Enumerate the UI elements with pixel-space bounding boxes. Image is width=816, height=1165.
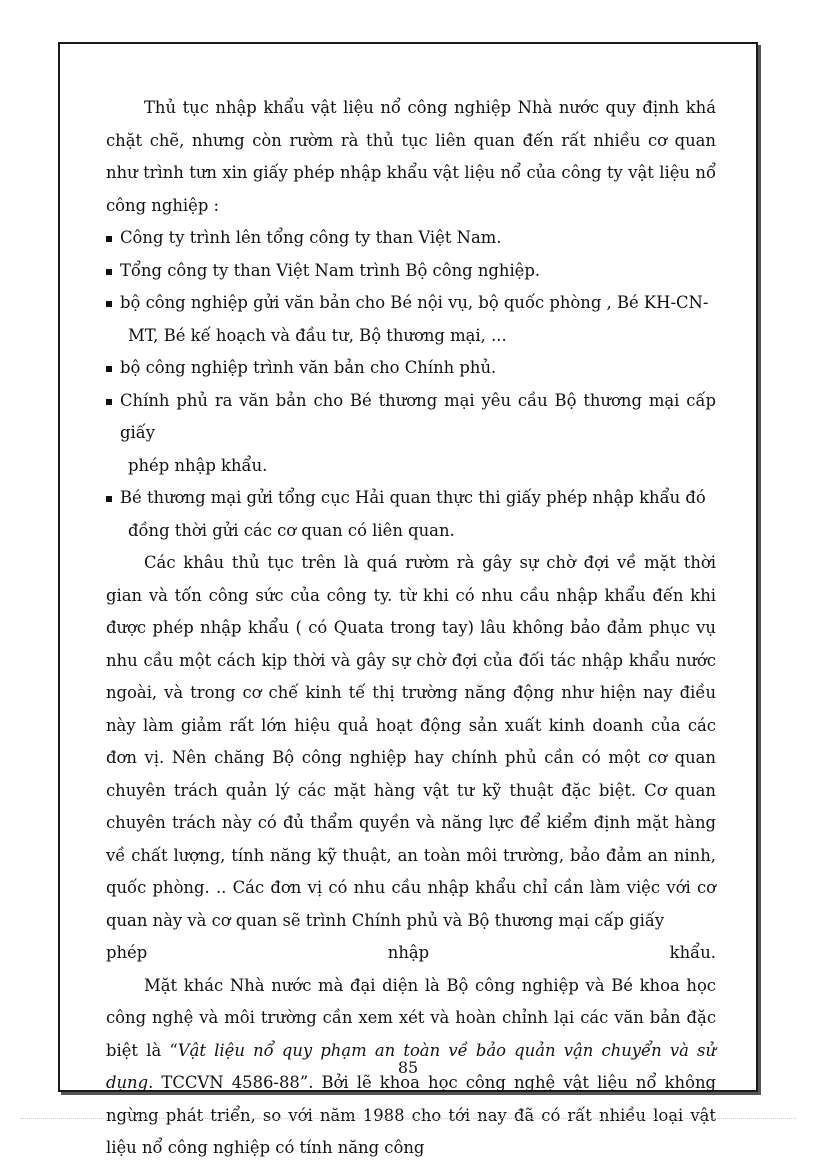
list-item: bộ công nghiệp trình văn bản cho Chính phủ. [106, 352, 716, 385]
list-item: Bé thương mại gửi tổng cục Hải quan thực thi giấy phép nhập khẩu đó đồng thời gửi các cơ quan có liên quan. [106, 482, 716, 547]
square-bullet-icon [106, 301, 112, 307]
square-bullet-icon [106, 399, 112, 405]
paragraph-procedure-critique: Các khâu thủ tục trên là quá rườm rà gây sự chờ đợi về mặt thời gian và tốn công sức của công ty. từ khi có nhu cầu nhập khẩu đến khi được phép nhập khẩu ( có Quata trong tay) lâu không bảo đảm phục vụ nhu cầu một cách kịp thời và gây sự chờ đợi của đối tác nhập khẩu nước ngoài, và trong cơ chế kinh tế thị trường năng động như hiện nay điều này làm giảm rất lớn hiệu quả hoạt động sản xuất kinh doanh của các đơn vị. Nên chăng Bộ công nghiệp hay chính phủ cần có một cơ quan chuyên trách quản lý các mặt hàng vật tư kỹ thuật đặc biệt. Cơ quan chuyên trách này có đủ thẩm quyền và năng lực để kiểm định mặt hàng về chất lượng, tính năng kỹ thuật, an toàn môi trường, bảo đảm an ninh, quốc phòng. .. Các đơn vị có nhu cầu nhập khẩu chỉ cần làm việc với cơ quan này và cơ quan sẽ trình Chính phủ và Bộ thương mại cấp giấy [106, 553, 716, 930]
list-item: Chính phủ ra văn bản cho Bé thương mại yêu cầu Bộ thương mại cấp giấy phép nhập khẩu. [106, 385, 716, 483]
page-number: 85 [397, 1058, 419, 1077]
square-bullet-icon [106, 366, 112, 372]
paragraph-standards-review: Mặt khác Nhà nước mà đại diện là Bộ công nghiệp và Bé khoa học công nghệ và môi trường cần xem xét và hoàn chỉnh lại các văn bản đặc biệt là “Vật liệu nổ quy phạm an toàn về bảo quản vận chuyển và sử dụng. TCCVN 4586-88”. Bởi lẽ khoa học công nghệ vật liệu nổ không ngừng phát triển, so với năm 1988 cho tới nay đã có rất nhiều loại vật liệu nổ công nghiệp có tính năng công [106, 975, 717, 1157]
standard-title: Vật liệu nổ quy phạm an toàn về bảo quản vận chuyển và sử dụng [106, 1040, 717, 1092]
document-body [106, 92, 716, 1165]
square-bullet-icon [106, 496, 112, 502]
list-item: Công ty trình lên tổng công ty than Việt Nam. [106, 222, 716, 255]
page-divider [20, 1118, 796, 1119]
list-item: Tổng công ty than Việt Nam trình Bộ công nghiệp. [106, 255, 716, 288]
paragraph-last-line: phép nhập khẩu. [106, 943, 716, 962]
square-bullet-icon [106, 269, 112, 275]
procedure-steps-list [106, 222, 716, 547]
paragraph-import-procedure: Thủ tục nhập khẩu vật liệu nổ công nghiệp Nhà nước quy định khá chặt chẽ, nhưng còn rườm rà thủ tục liên quan đến rất nhiều cơ quan như trình tưn xin giấy phép nhập khẩu vật liệu nổ của công ty vật liệu nổ công nghiệp : [106, 98, 716, 215]
square-bullet-icon [106, 236, 112, 242]
list-item: bộ công nghiệp gửi văn bản cho Bé nội vụ, bộ quốc phòng , Bé KH-CN- MT, Bé kế hoạch và đầu tư, Bộ thương mại, ... [106, 287, 716, 352]
